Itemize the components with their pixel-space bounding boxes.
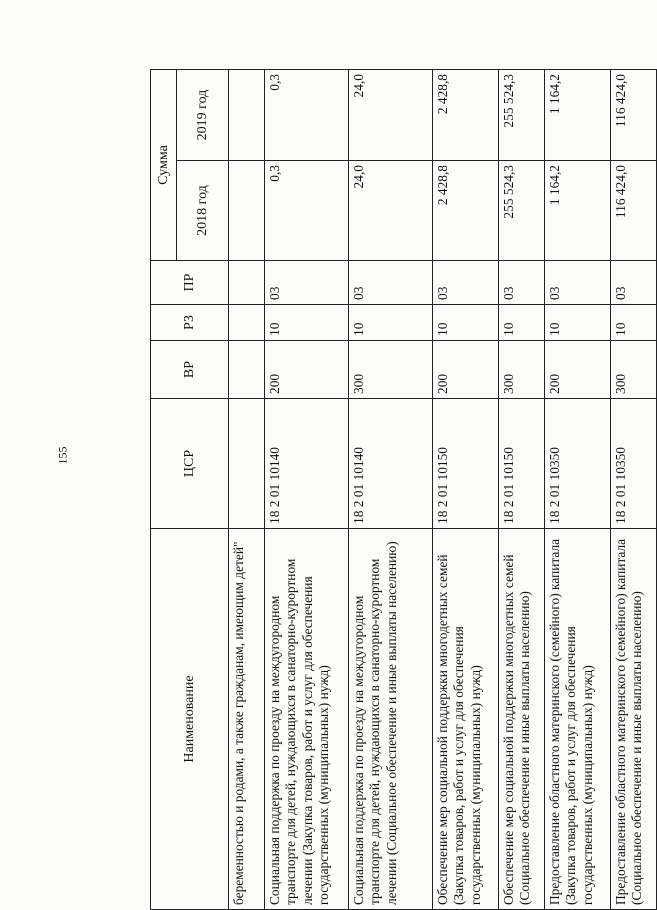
cell-rz: 10 [545, 305, 611, 341]
cell-rz: 10 [499, 305, 545, 341]
cell-rz: 10 [349, 305, 433, 341]
cell-csr: 18 2 01 10150 [499, 399, 545, 529]
cell-rz [229, 305, 265, 341]
table-row [433, 70, 499, 910]
header-vr: ВР [151, 341, 229, 399]
cell-name: Социальная поддержка по проезду на междугородном транспорте для детей, нуждающихся в санаторно-курортном лечении (Закупка товаров, работ и услуг для обеспечения государственных (муниципальных) нужд) [265, 529, 349, 910]
cell-2018 [229, 161, 265, 261]
cell-rz: 10 [433, 305, 499, 341]
cell-pr: 03 [499, 261, 545, 305]
table-row [349, 70, 433, 910]
cell-rz: 10 [265, 305, 349, 341]
header-year-2019: 2019 год [177, 70, 229, 161]
page-number: 155 [55, 446, 70, 465]
cell-vr: 200 [433, 341, 499, 399]
cell-vr [229, 341, 265, 399]
cell-name: Предоставление областного материнского (семейного) капитала (Закупка товаров, работ и услуг для обеспечения государственных (муниципальных) нужд) [545, 529, 611, 910]
cell-pr: 03 [265, 261, 349, 305]
cell-vr: 200 [265, 341, 349, 399]
cell-pr: 03 [349, 261, 433, 305]
cell-2018: 1 164,2 [545, 161, 611, 261]
cell-2019: 24,0 [349, 70, 433, 161]
cell-pr: 03 [611, 261, 657, 305]
cell-2018: 2 428,8 [433, 161, 499, 261]
cell-vr: 300 [499, 341, 545, 399]
budget-table [150, 69, 657, 910]
table-row [611, 70, 657, 910]
cell-csr: 18 2 01 10140 [265, 399, 349, 529]
cell-csr: 18 2 01 10140 [349, 399, 433, 529]
cell-pr: 03 [545, 261, 611, 305]
cell-csr: 18 2 01 10350 [545, 399, 611, 529]
cell-2018: 116 424,0 [611, 161, 657, 261]
cell-pr: 03 [433, 261, 499, 305]
cell-rz: 10 [611, 305, 657, 341]
cell-name: Социальная поддержка по проезду на междугородном транспорте для детей, нуждающихся в санаторно-курортном лечении (Социальное обеспечение и иные выплаты населению) [349, 529, 433, 910]
cell-2019 [229, 70, 265, 161]
cell-csr: 18 2 01 10150 [433, 399, 499, 529]
cell-vr: 200 [545, 341, 611, 399]
table-row [229, 70, 265, 910]
cell-csr: 18 2 01 10350 [611, 399, 657, 529]
cell-vr: 300 [349, 341, 433, 399]
cell-2018: 24,0 [349, 161, 433, 261]
cell-name: Предоставление областного материнского (семейного) капитала (Социальное обеспечение и иные выплаты населению) [611, 529, 657, 910]
header-rz: РЗ [151, 305, 229, 341]
cell-name: беременностью и родами, а также гражданам, имеющим детей" [229, 529, 265, 910]
cell-pr [229, 261, 265, 305]
table-header-row [151, 70, 177, 910]
header-pr: ПР [151, 261, 229, 305]
cell-name: Обеспечение мер социальной поддержки многодетных семей (Социальное обеспечение и иные выплаты населению) [499, 529, 545, 910]
cell-name: Обеспечение мер социальной поддержки многодетных семей (Закупка товаров, работ и услуг для обеспечения государственных (муниципальных) нужд) [433, 529, 499, 910]
cell-vr: 300 [611, 341, 657, 399]
table-row [499, 70, 545, 910]
header-year-2018: 2018 год [177, 161, 229, 261]
cell-2019: 255 524,3 [499, 70, 545, 161]
cell-2018: 0,3 [265, 161, 349, 261]
cell-2018: 255 524,3 [499, 161, 545, 261]
cell-2019: 1 164,2 [545, 70, 611, 161]
cell-2019: 116 424,0 [611, 70, 657, 161]
header-sum: Сумма [151, 70, 177, 261]
cell-2019: 0,3 [265, 70, 349, 161]
table-wrapper [150, 70, 645, 910]
rotated-table-container [150, 70, 645, 910]
header-csr: ЦСР [151, 399, 229, 529]
cell-csr [229, 399, 265, 529]
header-name: Наименование [151, 529, 229, 910]
table-row [265, 70, 349, 910]
table-row [545, 70, 611, 910]
cell-2019: 2 428,8 [433, 70, 499, 161]
